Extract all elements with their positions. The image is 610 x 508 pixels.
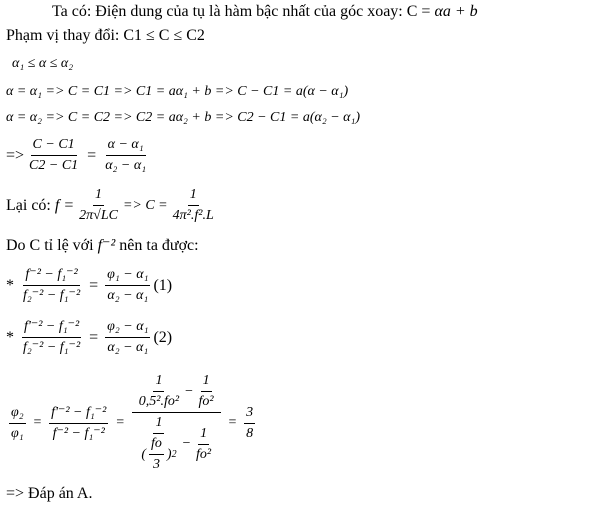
equation-2: * $\frac{\text{f'⁻² − f₁⁻²}}{\text{f₂⁻² − f₁⁻²}}$ = $\frac{\text{φ₂ − α₁}}{\text{α₂ − α₁}}$ (2) bbox=[6, 319, 173, 355]
fraction-capacitance: $\frac{1}{\text{4π².f².L}}$ bbox=[172, 187, 214, 223]
compound-fraction: $\frac{1}{\text{0,5².fo²}}$ − $\frac{1}{\text{fo²}}$ 1 ( $\frac{fo}{3}$ ) 2 − $\frac{1}{\text{fo²}}$ bbox=[132, 372, 221, 474]
answer-line: => Đáp án A. bbox=[6, 485, 93, 502]
line-3: α₁ ≤ α ≤ α₂ bbox=[12, 56, 74, 71]
result-fraction: $\frac{3}{8}$ bbox=[246, 404, 254, 441]
line-7: Lại có: f = $\frac{1}{2\pi√LC}$ => C = $\frac{1}{\text{4π².f².L}}$ bbox=[6, 187, 214, 223]
equation-3: $\frac{\text{φ₂}}{\text{φ₁}}$ = $\frac{\text{f'⁻² − f₁⁻²}}{\text{f⁻² − f₁⁻²}}$ = $\frac{1}{\text{0,5².fo²}}$ − $\frac{1}{\text{fo²}}$ 1 ( $\frac{fo}{3}$ ) 2 − $\frac{1}{\text{fo²}}$ = $\frac{3}{8}$ bbox=[11, 373, 254, 472]
equation-1: * $\frac{\text{f⁻² − f₁⁻²}}{\text{f₂⁻² − f₁⁻²}}$ = $\frac{\text{φ₁ − α₁}}{\text{α₂ − α₁}}$ (1) bbox=[6, 267, 173, 303]
fraction-alpha: $\frac{\text{α − α₁}}{\text{α₂ − α₁}}$ bbox=[105, 137, 147, 173]
line-5: α = α₂ => C = C2 => C2 = aα₂ + b => C2 − C1 = a(α₂ − α₁) bbox=[6, 110, 361, 125]
line-1: Ta có: Điện dung của tụ là hàm bậc nhất của góc xoay: C = αa + b bbox=[52, 3, 478, 20]
fraction-frequency: $\frac{1}{2\pi√LC}$ bbox=[79, 187, 118, 223]
fraction-c: $\frac{C - C1}{C2 - C1}$ bbox=[29, 137, 79, 173]
line-8: Do C tỉ lệ với f⁻² nên ta được: bbox=[6, 237, 199, 254]
line-2: Phạm vị thay đổi: C1 ≤ C ≤ C2 bbox=[6, 27, 205, 44]
line-4: α = α₁ => C = C1 => C1 = aα₁ + b => C − C1 = a(α − α₁) bbox=[6, 84, 349, 99]
line-6: => $\frac{C - C1}{C2 - C1}$ = $\frac{\text{α − α₁}}{\text{α₂ − α₁}}$ bbox=[6, 137, 147, 173]
